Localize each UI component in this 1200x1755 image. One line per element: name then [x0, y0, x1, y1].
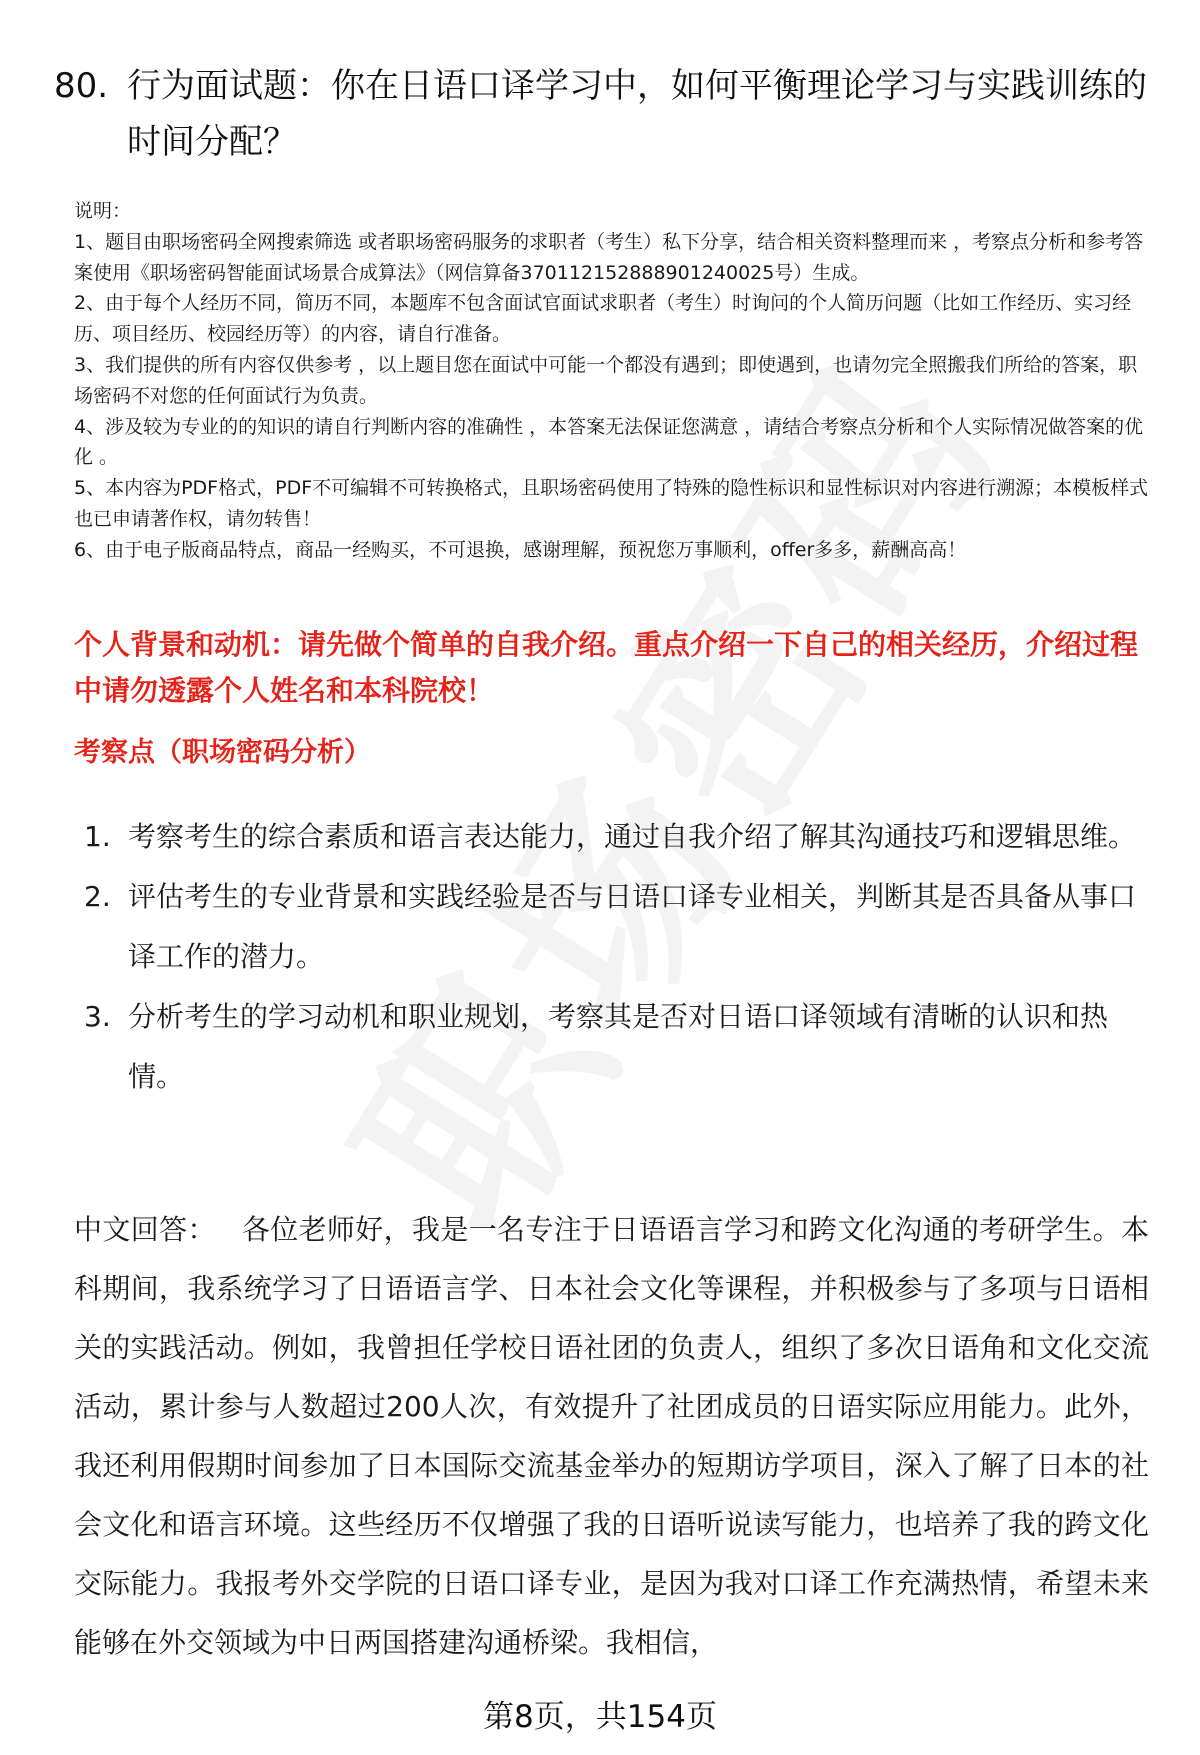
analysis-heading: 考察点（职场密码分析）	[74, 737, 371, 768]
point-number: 1.	[84, 820, 111, 853]
notes-block	[74, 196, 1154, 566]
notes-title: 说明：	[74, 200, 132, 222]
notes-item: 5、本内容为PDF格式，PDF不可编辑不可转换格式，且职场密码使用了特殊的隐性标识和显性标识对内容进行溯源；本模板样式也已申请著作权，请勿转售！	[74, 477, 1149, 530]
question-title	[54, 58, 1154, 170]
point-number: 3.	[84, 1000, 111, 1033]
analysis-point	[84, 807, 1144, 867]
answer-label: 中文回答：	[74, 1213, 216, 1246]
point-text: 分析考生的学习动机和职业规划，考察其是否对日语口译领域有清晰的认识和热情。	[128, 1000, 1109, 1093]
point-text: 评估考生的专业背景和实践经验是否与日语口译专业相关，判断其是否具备从事口译工作的潜力。	[128, 880, 1137, 973]
notes-item: 3、我们提供的所有内容仅供参考 ，以上题目您在面试中可能一个都没有遇到；即使遇到，也请勿完全照搬我们所给的答案，职场密码不对您的任何面试行为负责。	[74, 353, 1138, 407]
analysis-point	[84, 867, 1144, 987]
question-number: 80.	[54, 66, 109, 106]
point-text: 考察考生的综合素质和语言表达能力，通过自我介绍了解其沟通技巧和逻辑思维。	[128, 820, 1137, 853]
answer-block	[74, 1200, 1149, 1672]
answer-text: 各位老师好，我是一名专注于日语语言学习和跨文化沟通的考研学生。本科期间，我系统学习了日语语言学、日本社会文化等课程，并积极参与了多项与日语相关的实践活动。例如，我曾担任学校日语社团的负责人，组织了多次日语角和文化交流活动，累计参与人数超过200人次，有效提升了社团成员的日语实际应用能力。此外，我还利用假期时间参加了日本国际交流基金举办的短期访学项目，深入了解了日本的社会文化和语言环境。这些经历不仅增强了我的日语听说读写能力，也培养了我的跨文化交际能力。我报考外交学院的日语口译专业，是因为我对口译工作充满热情，希望未来能够在外交领域为中日两国搭建沟通桥梁。我相信，	[74, 1213, 1149, 1659]
analysis-points	[84, 807, 1144, 1107]
notes-item: 4、涉及较为专业的的知识的请自行判断内容的准确性 ，本答案无法保证您满意 ，请结合考察点分析和个人实际情况做答案的优化 。	[74, 415, 1144, 469]
point-number: 2.	[84, 880, 111, 913]
analysis-point	[84, 987, 1144, 1107]
notes-item: 6、由于电子版商品特点，商品一经购买，不可退换，感谢理解，预祝您万事顺利，offer多多，薪酬高高！	[74, 538, 967, 561]
question-text: 行为面试题：你在日语口译学习中，如何平衡理论学习与实践训练的时间分配？	[127, 66, 1147, 162]
background-heading: 个人背景和动机：请先做个简单的自我介绍。重点介绍一下自己的相关经历，介绍过程中请勿透露个人姓名和本科院校！	[74, 628, 1139, 707]
notes-item: 2、由于每个人经历不同，简历不同，本题库不包含面试官面试求职者（考生）时询问的个人简历问题（比如工作经历、实习经历、项目经历、校园经历等）的内容，请自行准备。	[74, 292, 1132, 346]
page-footer: 第8页，共154页	[483, 1699, 717, 1735]
notes-item: 1、题目由职场密码全网搜索筛选 或者职场密码服务的求职者（考生）私下分享，结合相关资料整理而来 ，考察点分析和参考答案使用《职场密码智能面试场景合成算法》（网信算备370112152888901240025号）生成。	[74, 230, 1144, 284]
